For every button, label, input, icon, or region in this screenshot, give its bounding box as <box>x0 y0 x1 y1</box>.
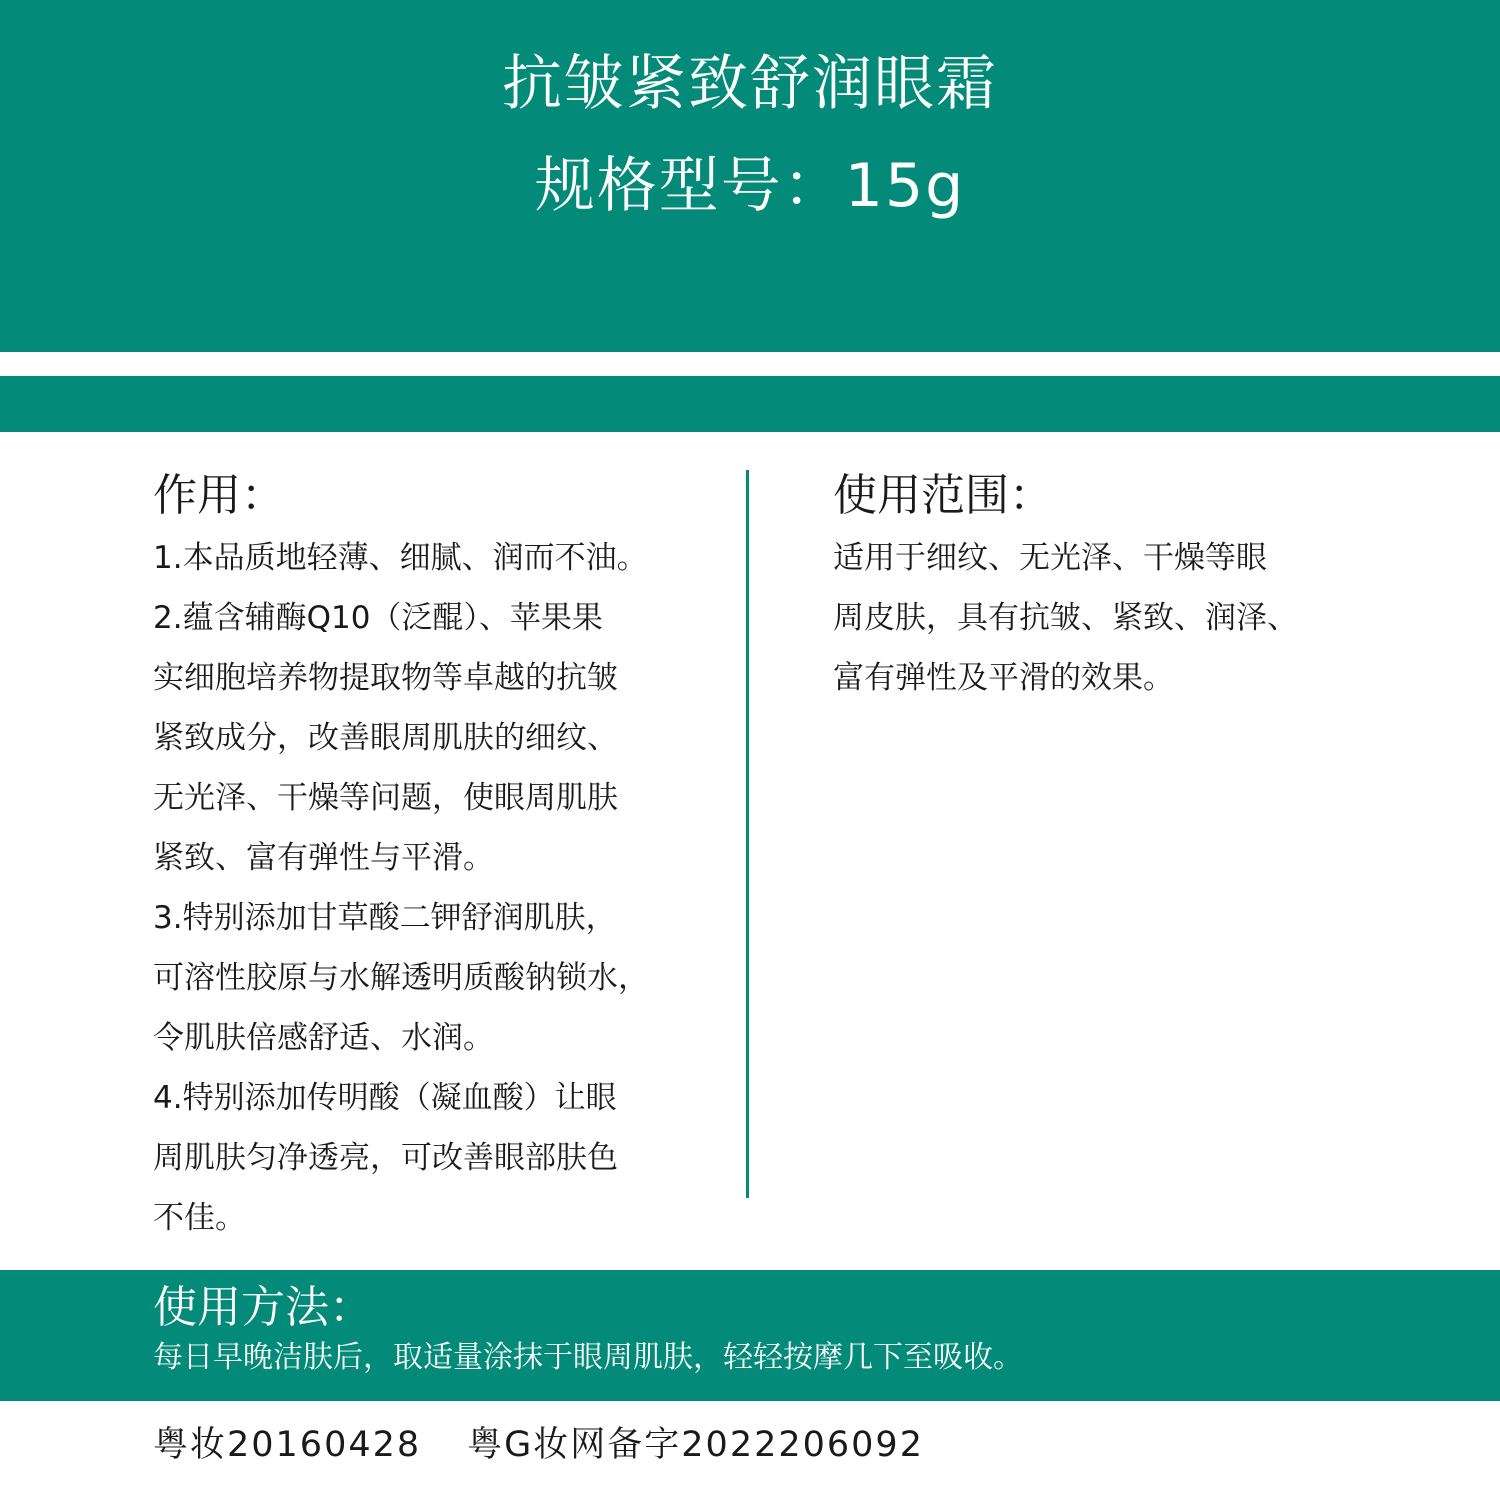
scope-line: 周皮肤，具有抗皱、紧致、润泽、 <box>833 600 1298 636</box>
license-number: 粤妆20160428 <box>153 1425 422 1465</box>
function-line: 令肌肤倍感舒适、水润。 <box>153 1020 494 1056</box>
column-divider <box>746 470 749 1198</box>
function-line: 无光泽、干燥等问题，使眼周肌肤 <box>153 780 618 816</box>
function-line: 周肌肤匀净透亮，可改善眼部肤色 <box>153 1140 618 1176</box>
function-line: 紧致、富有弹性与平滑。 <box>153 840 494 876</box>
product-title: 抗皱紧致舒润眼霜 <box>502 49 998 119</box>
function-line: 3.特别添加甘草酸二钾舒润肌肤， <box>153 900 617 936</box>
accent-band <box>0 376 1500 432</box>
function-heading: 作用： <box>153 470 285 521</box>
scope-line: 富有弹性及平滑的效果。 <box>833 660 1174 696</box>
product-spec: 规格型号：15g <box>534 151 966 221</box>
scope-line: 适用于细纹、无光泽、干燥等眼 <box>833 540 1267 576</box>
function-line: 紧致成分，改善眼周肌肤的细纹、 <box>153 720 618 756</box>
function-line: 实细胞培养物提取物等卓越的抗皱 <box>153 660 618 696</box>
function-line: 可溶性胶原与水解透明质酸钠锁水， <box>153 960 649 996</box>
header-banner <box>0 0 1500 352</box>
function-line: 不佳。 <box>153 1200 246 1236</box>
footer-registration <box>153 1420 924 1470</box>
function-section <box>153 466 713 1248</box>
function-line: 2.蕴含辅酶Q10（泛醌）、苹果果 <box>153 600 603 636</box>
record-number: 粤G妆网备字2022206092 <box>467 1425 924 1465</box>
usage-heading: 使用方法： <box>153 1282 373 1333</box>
scope-heading: 使用范围： <box>833 470 1053 521</box>
function-line: 1.本品质地轻薄、细腻、润而不油。 <box>153 540 648 576</box>
function-line: 4.特别添加传明酸（凝血酸）让眼 <box>153 1080 617 1116</box>
usage-text: 每日早晚洁肤后，取适量涂抹于眼周肌肤，轻轻按摩几下至吸收。 <box>153 1340 1023 1375</box>
scope-section <box>833 466 1393 708</box>
usage-section <box>0 1270 1500 1401</box>
